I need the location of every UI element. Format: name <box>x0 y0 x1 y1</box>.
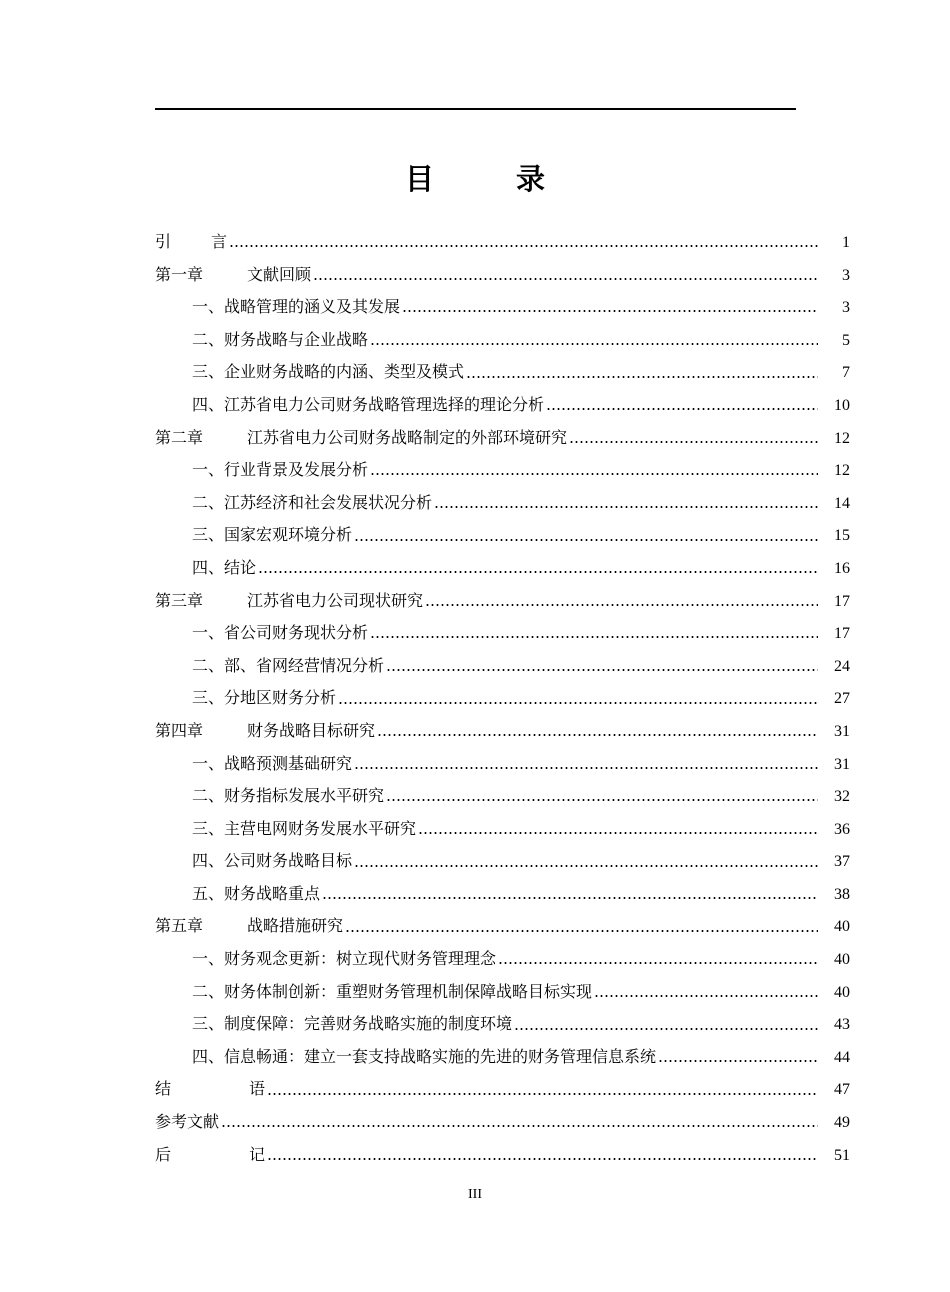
dot-leader <box>322 888 818 900</box>
toc-section-entry[interactable] <box>155 943 850 976</box>
chapter-number: 第五章 <box>155 916 204 936</box>
toc-section-entry[interactable] <box>155 748 850 781</box>
entry-page-number: 1 <box>842 234 850 251</box>
dot-leader <box>402 301 818 313</box>
dot-leader <box>354 758 818 770</box>
entry-title: 二、部、省网经营情况分析 <box>192 655 385 675</box>
dot-leader <box>267 1084 818 1096</box>
entry-title: 财务战略目标研究 <box>247 720 376 740</box>
toc-section-entry[interactable] <box>155 291 850 324</box>
entry-title: 结 语 <box>155 1079 265 1099</box>
entry-page-number: 36 <box>834 820 850 838</box>
entry-title: 二、江苏经济和社会发展状况分析 <box>192 492 433 512</box>
dot-leader <box>658 1051 818 1063</box>
dot-leader <box>267 1149 818 1161</box>
entry-page-number: 31 <box>834 755 850 773</box>
toc-section-entry[interactable] <box>155 324 850 357</box>
dot-leader <box>425 595 818 607</box>
toc-section-entry[interactable] <box>155 356 850 389</box>
toc-section-entry[interactable] <box>155 487 850 520</box>
entry-title: 五、财务战略重点 <box>192 883 321 903</box>
entry-page-number: 27 <box>834 690 850 708</box>
toc-section-entry[interactable] <box>155 519 850 552</box>
entry-page-number: 40 <box>834 918 850 936</box>
entry-page-number: 38 <box>834 885 850 903</box>
entry-page-number: 12 <box>834 429 850 447</box>
entry-page-number: 44 <box>834 1048 850 1066</box>
entry-title: 一、行业背景及发展分析 <box>192 460 369 480</box>
entry-title: 三、分地区财务分析 <box>192 688 337 708</box>
dot-leader <box>221 1116 818 1128</box>
entry-title: 一、战略预测基础研究 <box>192 753 353 773</box>
entry-page-number: 49 <box>834 1114 850 1132</box>
entry-page-number: 5 <box>842 331 850 349</box>
toc-section-entry[interactable] <box>155 617 850 650</box>
entry-page-number: 40 <box>834 951 850 969</box>
entry-title: 参考文献 <box>155 1112 220 1132</box>
entry-title: 一、财务观念更新：树立现代财务管理理念 <box>192 949 497 969</box>
chapter-number: 第三章 <box>155 590 204 610</box>
entry-page-number: 37 <box>834 853 850 871</box>
entry-page-number: 43 <box>834 1016 850 1034</box>
entry-title: 战略措施研究 <box>247 916 344 936</box>
toc-chapter-entry[interactable] <box>155 1139 850 1172</box>
entry-page-number: 17 <box>834 625 850 643</box>
entry-page-number: 32 <box>834 788 850 806</box>
entry-title: 三、企业财务战略的内涵、类型及模式 <box>192 362 465 382</box>
entry-page-number: 7 <box>842 364 850 382</box>
toc-section-entry[interactable] <box>155 878 850 911</box>
entry-title: 一、战略管理的涵义及其发展 <box>192 297 401 317</box>
entry-title: 二、财务战略与企业战略 <box>192 329 369 349</box>
entry-title: 文献回顾 <box>247 264 312 284</box>
entry-page-number: 10 <box>834 396 850 414</box>
dot-leader <box>514 1019 818 1031</box>
toc-chapter-entry[interactable] <box>155 422 850 455</box>
toc-section-entry[interactable] <box>155 1008 850 1041</box>
entry-page-number: 17 <box>834 592 850 610</box>
entry-title: 四、江苏省电力公司财务战略管理选择的理论分析 <box>192 394 545 414</box>
entry-title: 江苏省电力公司现状研究 <box>247 590 424 610</box>
toc-section-entry[interactable] <box>155 682 850 715</box>
entry-title: 二、财务体制创新：重塑财务管理机制保障战略目标实现 <box>192 981 593 1001</box>
toc-chapter-entry[interactable] <box>155 715 850 748</box>
toc-section-entry[interactable] <box>155 845 850 878</box>
entry-page-number: 40 <box>834 983 850 1001</box>
entry-page-number: 3 <box>842 299 850 317</box>
chapter-number: 第二章 <box>155 427 204 447</box>
dot-leader <box>546 399 818 411</box>
dot-leader <box>377 725 818 737</box>
entry-title: 引 言 <box>155 232 227 251</box>
dot-leader <box>370 627 818 639</box>
toc-chapter-entry[interactable] <box>155 259 850 292</box>
dot-leader <box>370 464 818 476</box>
toc-section-entry[interactable] <box>155 780 850 813</box>
entry-page-number: 47 <box>834 1081 850 1099</box>
entry-page-number: 51 <box>834 1146 850 1164</box>
entry-title: 后 记 <box>155 1144 265 1164</box>
entry-title: 四、公司财务战略目标 <box>192 851 353 871</box>
toc-section-entry[interactable] <box>155 813 850 846</box>
entry-page-number: 31 <box>834 722 850 740</box>
entry-title: 二、财务指标发展水平研究 <box>192 786 385 806</box>
entry-page-number: 16 <box>834 559 850 577</box>
entry-page-number: 15 <box>834 527 850 545</box>
chapter-number: 第四章 <box>155 720 204 740</box>
chapter-number: 第一章 <box>155 264 204 284</box>
dot-leader <box>258 562 818 574</box>
entry-page-number: 12 <box>834 462 850 480</box>
toc-chapter-entry[interactable] <box>155 910 850 943</box>
toc-section-entry[interactable] <box>155 454 850 487</box>
dot-leader <box>498 953 818 965</box>
entry-title: 三、国家宏观环境分析 <box>192 525 353 545</box>
dot-leader <box>354 530 818 542</box>
toc-section-entry[interactable] <box>155 552 850 585</box>
entry-title: 四、信息畅通：建立一套支持战略实施的先进的财务管理信息系统 <box>192 1046 657 1066</box>
entry-page-number: 24 <box>834 657 850 675</box>
dot-leader <box>229 236 818 248</box>
entry-title: 江苏省电力公司财务战略制定的外部环境研究 <box>247 427 568 447</box>
toc-section-entry[interactable] <box>155 976 850 1009</box>
dot-leader <box>418 823 818 835</box>
toc-chapter-entry[interactable] <box>155 226 850 259</box>
page-title: 目 录 <box>404 162 582 197</box>
entry-title: 三、主营电网财务发展水平研究 <box>192 818 417 838</box>
entry-page-number: 14 <box>834 494 850 512</box>
toc-section-entry[interactable] <box>155 1041 850 1074</box>
dot-leader <box>338 693 818 705</box>
dot-leader <box>466 367 818 379</box>
entry-page-number: 3 <box>842 266 850 284</box>
table-of-contents <box>155 226 850 1171</box>
dot-leader <box>313 269 818 281</box>
page-number: III <box>468 1187 482 1202</box>
entry-title: 三、制度保障：完善财务战略实施的制度环境 <box>192 1014 513 1034</box>
dot-leader <box>345 921 818 933</box>
entry-title: 四、结论 <box>192 557 257 577</box>
entry-title: 一、省公司财务现状分析 <box>192 623 369 643</box>
header-rule <box>155 108 796 110</box>
toc-chapter-entry[interactable] <box>155 1073 850 1106</box>
toc-chapter-entry[interactable] <box>155 585 850 618</box>
toc-section-entry[interactable] <box>155 389 850 422</box>
toc-chapter-entry[interactable] <box>155 1106 850 1139</box>
dot-leader <box>386 660 818 672</box>
dot-leader <box>370 334 818 346</box>
dot-leader <box>386 790 818 802</box>
dot-leader <box>569 432 818 444</box>
dot-leader <box>354 856 818 868</box>
toc-section-entry[interactable] <box>155 650 850 683</box>
dot-leader <box>434 497 818 509</box>
dot-leader <box>594 986 818 998</box>
